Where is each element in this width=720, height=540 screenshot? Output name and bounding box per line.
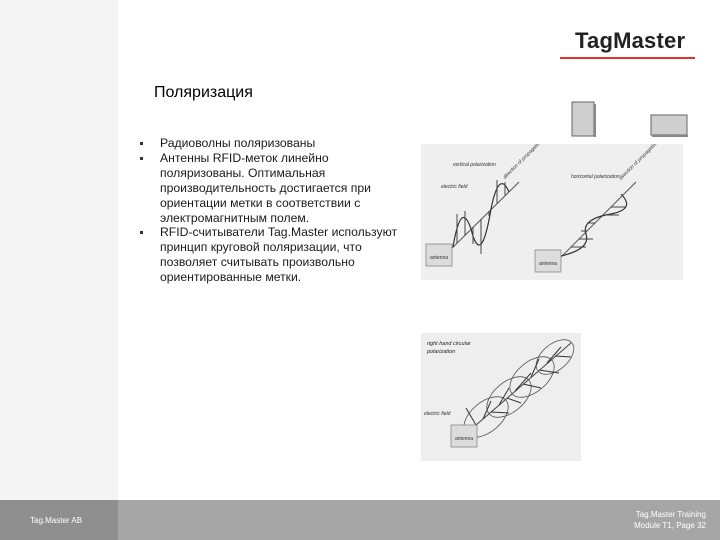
antenna-label: antenna <box>539 261 558 267</box>
slide-title: Поляризация <box>154 84 253 101</box>
bullet-item: Антенны RFID-меток линейно поляризованы. Оптимальная производительность достигается при ориентации метки в соответствии с электромагнитным полем. <box>140 151 405 226</box>
antenna-label: antenna <box>455 436 474 442</box>
bullet-list <box>140 136 405 285</box>
footer-bar <box>0 500 720 540</box>
tagmaster-logo: TagMaster <box>575 28 686 53</box>
logo-underline <box>560 57 695 59</box>
electric-field-label: electric field <box>424 411 451 417</box>
tag-vertical-icon <box>571 101 597 138</box>
direction-label: direction of propagation <box>618 144 660 182</box>
antenna-label: antenna <box>430 255 449 261</box>
left-sidebar <box>0 0 118 500</box>
vertical-polarization-label: vertical polarization <box>453 162 496 168</box>
footer-training: Tag.Master Training <box>635 510 706 519</box>
electric-field-label: electric field <box>441 184 468 190</box>
bullet-item: RFID-считыватели Tag.Master используют принцип круговой поляризации, что позволяет считывать произвольно ориентированные метки. <box>140 225 405 285</box>
circular-title-line1: right hand circular <box>427 341 471 347</box>
footer-left-block <box>0 500 118 540</box>
direction-label: direction of propagation <box>502 144 544 181</box>
linear-polarization-diagram <box>421 144 683 280</box>
footer-page-info <box>634 509 706 531</box>
circular-polarization-diagram <box>421 333 581 461</box>
tag-horizontal-icon <box>650 114 690 138</box>
bullet-item: Радиоволны поляризованы <box>140 136 405 151</box>
circular-title-line2: polarization <box>427 349 456 355</box>
footer-page-number: Module T1, Page 32 <box>634 521 706 530</box>
horizontal-polarization-label: horizontal polarization <box>571 174 620 180</box>
footer-company: Tag.Master AB <box>30 516 83 525</box>
